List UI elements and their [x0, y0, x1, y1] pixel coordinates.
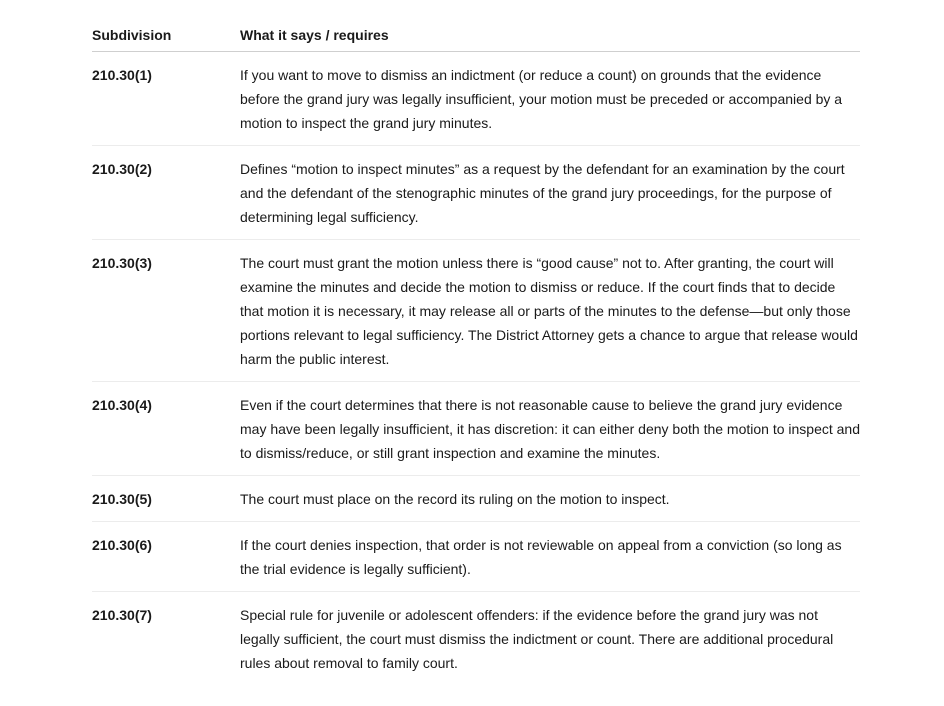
requirement-cell: The court must grant the motion unless there is “good cause” not to. After granting, the court will examine the minutes and decide the motion to dismiss or reduce. If the court finds that to decide that motion it is necessary, it may release all or parts of the minutes to the defense—but only those portions relevant to legal sufficiency. The District Attorney gets a chance to argue that release would harm the public interest.: [240, 240, 860, 382]
table-header: [92, 0, 860, 52]
table-row: [92, 146, 860, 240]
requirement-cell: If you want to move to dismiss an indictment (or reduce a count) on grounds that the evidence before the grand jury was legally insufficient, your motion must be preceded or accompanied by a motion to inspect the grand jury minutes.: [240, 52, 860, 146]
requirement-cell: If the court denies inspection, that order is not reviewable on appeal from a conviction (so long as the trial evidence is legally sufficient).: [240, 522, 860, 592]
table-body: [92, 52, 860, 686]
column-header-subdivision: Subdivision: [92, 0, 240, 52]
subdivision-cell: 210.30(6): [92, 522, 240, 592]
column-header-requires: What it says / requires: [240, 0, 860, 52]
subdivision-cell: 210.30(5): [92, 476, 240, 522]
table-row: [92, 476, 860, 522]
subdivision-cell: 210.30(1): [92, 52, 240, 146]
requirement-cell: Even if the court determines that there is not reasonable cause to believe the grand jury evidence may have been legally insufficient, it has discretion: it can either deny both the motion to inspect and to dismiss/reduce, or still grant inspection and examine the minutes.: [240, 382, 860, 476]
subdivision-cell: 210.30(2): [92, 146, 240, 240]
table-row: [92, 592, 860, 686]
subdivision-table: [92, 0, 860, 685]
subdivision-cell: 210.30(4): [92, 382, 240, 476]
requirement-cell: The court must place on the record its ruling on the motion to inspect.: [240, 476, 860, 522]
table-row: [92, 522, 860, 592]
table-row: [92, 240, 860, 382]
statute-summary: [92, 0, 860, 685]
header-row: [92, 0, 860, 52]
subdivision-cell: 210.30(3): [92, 240, 240, 382]
table-row: [92, 382, 860, 476]
subdivision-cell: 210.30(7): [92, 607, 152, 623]
requirement-cell: Special rule for juvenile or adolescent offenders: if the evidence before the grand jury was not legally sufficient, the court must dismiss the indictment or count. There are additional procedural rules about removal to family court.: [240, 607, 834, 671]
table-row: [92, 52, 860, 146]
requirement-cell: Defines “motion to inspect minutes” as a request by the defendant for an examination by the court and the defendant of the stenographic minutes of the grand jury proceedings, for the purpose of determining legal sufficiency.: [240, 146, 860, 240]
